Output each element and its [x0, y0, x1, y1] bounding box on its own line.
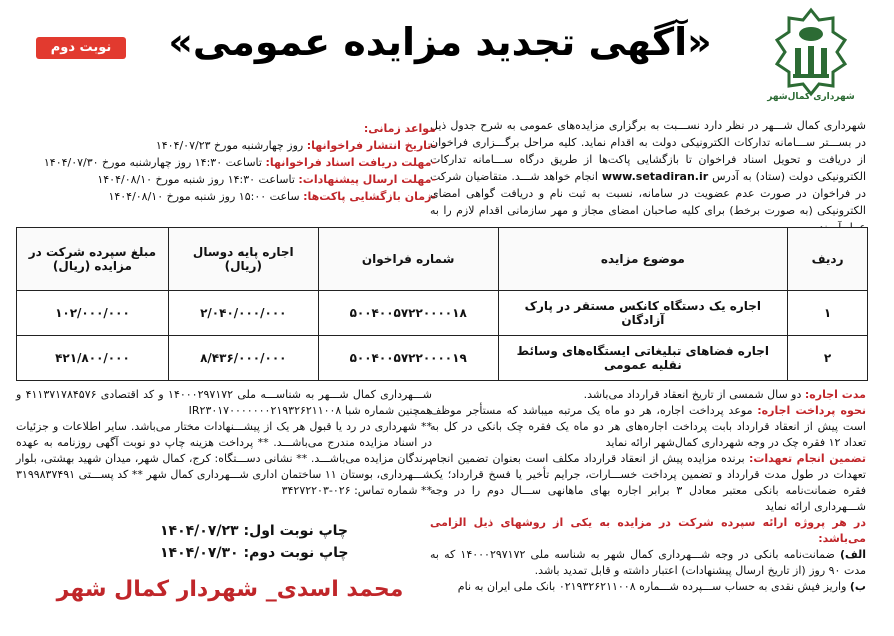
cell-tender-number: ۵۰۰۴۰۰۵۷۲۲۰۰۰۰۱۸ [318, 291, 498, 336]
term-text: دو سال شمسی از تاریخ انعقاد قرارداد می‌باشد. [583, 388, 805, 401]
timing-value: روز چهارشنبه مورخ ۱۴۰۴/۰۷/۲۳ [155, 139, 307, 152]
intro-text-1: شهرداری کمال شـــهر در نظر دارد نســـبت به برگزاری مزایده‌های عمومی به شرح جدول ذیل در بســـتر ســـامانه تدارکات الکترونیکی دولت به اقدام نماید. کلیه مراحل برگـــزاری فراخوان از دریافت و تحویل اسناد فراخوان تا بازگشایی پاکت‌ها از طریق درگاه ســـامانه تدارکات الکترونیکی دولت (ستاد) به آدرس [430, 119, 867, 183]
option-text: ضمانت‌نامه بانکی در وجه شـــهرداری کمال شهر به شناسه ملی ۱۴۰۰۰۲۹۷۱۷۲ که به مدت ۹۰ روز (از تاریخ ارسال پیشنهادات) اعتبار داشته و قابل تمدید باشد. [430, 548, 866, 577]
option-label: الف) [839, 548, 866, 561]
timing-block [16, 120, 436, 205]
header-base-rent: اجاره پایه دوسال (ریال) [168, 228, 318, 291]
cell-base-rent: ۸/۴۳۶/۰۰۰/۰۰۰ [168, 336, 318, 381]
option-label: ب) [849, 580, 866, 593]
page-title: «آگهی تجدید مزایده عمومی» [168, 20, 712, 64]
term-guarantee [430, 451, 866, 515]
table-row [17, 291, 868, 336]
timing-label: -زمان بازگشایی پاکت‌ها: [303, 190, 436, 203]
term-duration [430, 387, 866, 403]
contact-block [16, 387, 432, 499]
table-row [17, 336, 868, 381]
header-deposit: مبلغ سپرده شرکت در مزایده (ریال) [17, 228, 169, 291]
bank-info: شـــهرداری کمال شـــهر به شناســـه ملی ۱۴۰۰۰۲۹۷۱۷۲ و کد اقتصادی ۴۱۱۳۷۱۷۸۴۵۷۶ و همچنین شماره شبا IR۲۳۰۱۷۰۰۰۰۰۰۰۲۱۹۳۲۶۲۱۱۰۰۸ [16, 388, 432, 417]
signature: محمد اسدی_ شهردار کمال شهر [56, 577, 404, 602]
timing-value: تاساعت ۱۴:۳۰ روز شنبه مورخ ۱۴۰۴/۰۸/۱۰ [97, 173, 299, 186]
cell-subject: اجاره فضاهای تبلیغاتی ایستگاه‌های وسائط نقلیه عمومی [498, 336, 787, 381]
edition-badge: نوبت دوم [36, 37, 126, 59]
print-label: چاپ نوبت اول: [243, 523, 348, 539]
term-payment [430, 403, 866, 451]
setad-url: www.setadiran.ir [601, 170, 709, 183]
timing-row [16, 171, 436, 188]
timing-value: تاساعت ۱۴:۳۰ روز چهارشنبه مورخ ۱۴۰۴/۰۷/۳۰ [43, 156, 266, 169]
deposit-option-a [430, 547, 866, 579]
cell-subject: اجاره یک دستگاه کانکس مستقر در پارک آزادگان [498, 291, 787, 336]
notes: ** شهرداری در رد یا قبول هر یک از پیشـــنهادات مختار می‌باشد. سایر اطلاعات و جزئیات در اسناد مزایده مندرج می‌باشـــد. ** پرداخت هزینه چاپ دو نوبت آگهی روزنامه به عهده برندگان مزایده می‌باشـــد. ** نشانی دســـتگاه: کرج، کمال شهر، میدان شهید بهشتی، بلوار شـــهرداری، بوستان ۱۱ ساختمان اداری شـــهرداری کمال شهر ** کد پســـتی ۳۱۹۹۸۳۷۴۹۱ ** شماره تماس: ۰۲۶-۳۴۲۷۲۲۰۳ [16, 420, 433, 497]
print-date: ۱۴۰۴/۰۷/۲۳ [160, 523, 244, 539]
cell-row-number: ۲ [788, 336, 868, 381]
intro-text-2: انجام خواهد شـــد. متقاضیان شرکت در فراخوان در صورت عدم عضویت در سامانه، نسبت به ثبت نام و دریافت گواهی امضای الکترونیکی (به صورت برخط) برای کلیه صاحبان امضای مجاز و مهر سازمانی اقدام لازم را به [430, 170, 866, 217]
deposit-option-b [430, 579, 866, 595]
header-row-number: ردیف [788, 228, 868, 291]
timing-row [16, 137, 436, 154]
print-first [160, 523, 348, 539]
timing-row [16, 188, 436, 205]
table-header-row [17, 228, 868, 291]
term-label: مدت اجاره: [804, 388, 866, 401]
timing-row [16, 154, 436, 171]
timing-label: -مهلت دریافت اسناد فراخوانها: [265, 156, 436, 169]
option-text: واریز فیش نقدی به حساب ســـپرده شـــماره ۰۲۱۹۳۲۶۲۱۱۰۰۸ بانک ملی ایران به نام [457, 580, 850, 593]
cell-deposit: ۱۰۲/۰۰۰/۰۰۰ [17, 291, 169, 336]
print-date: ۱۴۰۴/۰۷/۳۰ [160, 545, 244, 561]
print-label: چاپ نوبت دوم: [243, 545, 349, 561]
header-tender-number: شماره فراخوان [318, 228, 498, 291]
timing-label: -تاریخ انتشار فراخوانها: [306, 139, 436, 152]
timing-value: ساعت ۱۵:۰۰ روز شنبه مورخ ۱۴۰۴/۰۸/۱۰ [108, 190, 304, 203]
term-text: برنده مزایده پیش از انعقاد قرارداد مکلف است بعنوان تضمین انجام تعهدات در طول مدت قرارداد و تضمین پرداخت خســـارات، جرایم تأخیر یا فسخ قرارداد؛ یک فقره ضمانت‌نامه بانکی معتبر معادل ۳ برابر اجاره بهای ماهانهی ســـال دوم را در وجه شـــهرداری ارائه نماید [430, 452, 866, 513]
municipality-logo [757, 6, 865, 106]
deposit-heading: در هر پروژه ارائه سپرده شرکت در مزایده به یکی از روشهای ذیل الزامی می‌باشد: [430, 516, 866, 545]
term-label: نحوه پرداخت اجاره: [757, 404, 866, 417]
terms-block [430, 387, 866, 595]
header-subject: موضوع مزایده [498, 228, 787, 291]
municipality-emblem-icon [757, 6, 865, 98]
cell-deposit: ۴۲۱/۸۰۰/۰۰۰ [17, 336, 169, 381]
intro-paragraph [430, 117, 866, 236]
cell-base-rent: ۲/۰۴۰/۰۰۰/۰۰۰ [168, 291, 318, 336]
term-text: موعد پرداخت اجاره، هر دو ماه یک مرتبه میباشد که مستأجر موظف است پیش از انعقاد قرارداد بابت پرداخت اجاره‌های هر دو ماه یک فقره چک بانکی در کل به تعداد ۱۲ فقره چک در وجه شهرداری کمال‌شهر ارائه نماید [430, 404, 866, 449]
term-label: تضمین انجام تعهدات: [748, 452, 866, 465]
auction-table [16, 227, 868, 381]
cell-tender-number: ۵۰۰۴۰۰۵۷۲۲۰۰۰۰۱۹ [318, 336, 498, 381]
timing-label: -مهلت ارسال پیشنهادات: [298, 173, 436, 186]
cell-row-number: ۱ [788, 291, 868, 336]
timing-heading: مواعد زمانی: [363, 122, 436, 135]
print-second [160, 545, 349, 561]
logo-caption: شهرداری کمال‌شهر [767, 92, 855, 102]
